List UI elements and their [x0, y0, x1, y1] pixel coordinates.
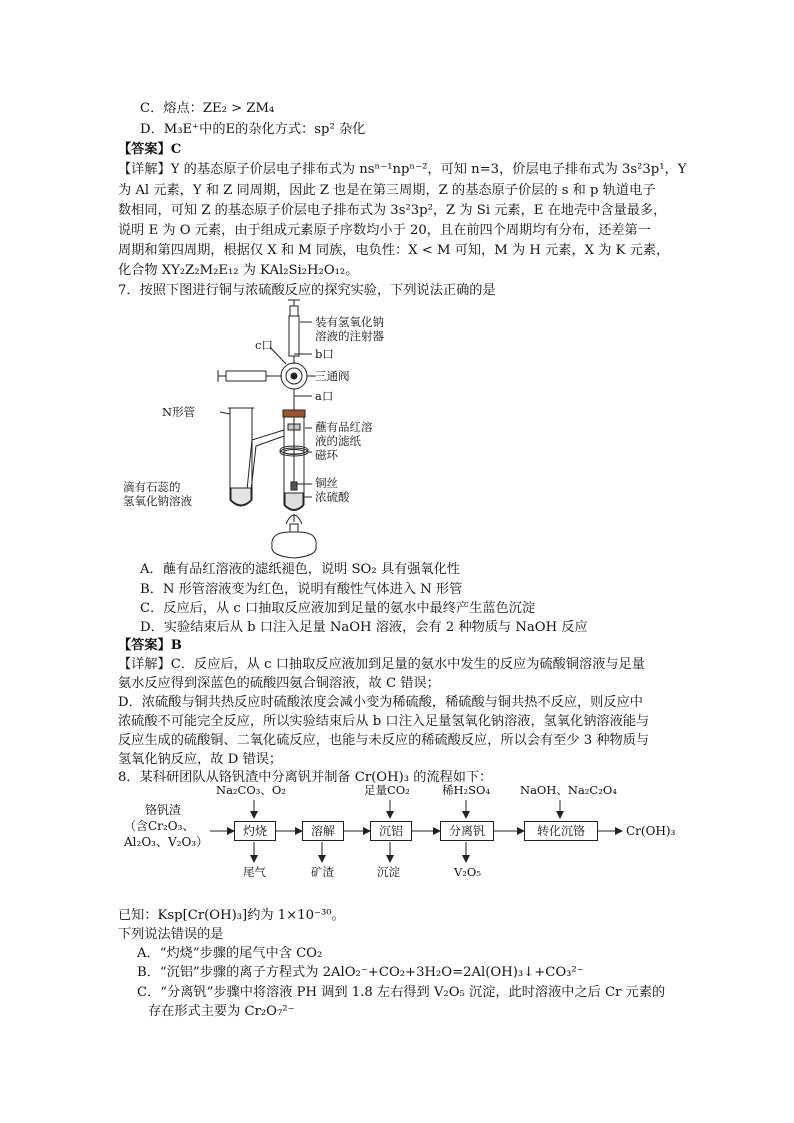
q6-explanation-line: 【详解】Y 的基态原子价层电子排布式为 nsⁿ⁻¹npⁿ⁻²，可知 n=3，价层电子排布式为 3s²3p¹，Y: [118, 162, 687, 177]
q6-explanation-line: 周期和第四周期，根据仅 X 和 M 同族，电负性：X < M 可知，M 为 H 元素，X 为 K 元素，: [118, 243, 670, 258]
q7-explanation-line: 氢氧化钠反应，故 D 错误；: [118, 752, 283, 767]
step-cr-conversion: 转化沉铬: [524, 821, 598, 841]
label-solution: 氢氧化钠溶液: [123, 494, 192, 508]
q7-explanation-line: 【详解】C．反应后，从 c 口抽取反应液加到足量的氨水中发生的反应为硫酸铜溶液与足量: [118, 657, 645, 672]
q6-option-c: C．熔点：ZE₂ > ZM₄: [140, 101, 275, 116]
output-tail-gas: 尾气: [243, 865, 266, 879]
output-v2o5: V₂O₅: [454, 865, 481, 879]
label-filter-paper: 蘸有品红溶: [315, 420, 373, 434]
label-sulfuric-acid: 浓硫酸: [315, 490, 350, 504]
product-croh3: Cr(OH)₃: [626, 824, 676, 838]
q6-explanation-line: 说明 E 为 O 元素，由于组成元素原子序数均小于 20，且在前四个周期均有分布，还差第一: [118, 223, 651, 238]
output-slag: 矿渣: [311, 865, 334, 879]
label-n-tube: N形管: [162, 405, 196, 419]
input-cr-conversion: NaOH、Na₂C₂O₄: [520, 783, 617, 797]
q7-explanation-line: 浓硫酸不可能完全反应，所以实验结束后从 b 口注入足量氢氧化钠溶液，氢氧化钠溶液能与: [118, 714, 650, 729]
label-copper-wire: 铜丝: [315, 476, 338, 490]
step-roasting: 灼烧: [234, 821, 276, 841]
q6-option-d: D．M₃E⁺中的E的杂化方式：sp² 杂化: [140, 122, 366, 137]
q8-option-c: C．“分离钒”步骤中将溶液 PH 调到 1.8 左右得到 V₂O₅ 沉淀，此时溶液中之后 Cr 元素的: [137, 985, 666, 1000]
raw-material: Al₂O₃、V₂O₃）: [124, 835, 209, 849]
q7-option-d: D．实验结束后从 b 口注入足量 NaOH 溶液，会有 2 种物质与 NaOH 反应: [140, 620, 588, 635]
q8-option-b: B．“沉铝”步骤的离子方程式为 2AlO₂⁻+CO₂+3H₂O=2Al(OH)₃↓+CO₃²⁻: [137, 965, 584, 980]
step-al-precipitation: 沉铝: [370, 821, 412, 841]
raw-material: 铬钒渣: [145, 803, 182, 817]
label-syringe: 溶液的注射器: [315, 329, 384, 343]
output-precipitate: 沉淀: [377, 865, 400, 879]
q8-ask: 下列说法错误的是: [118, 927, 224, 942]
q7-stem: 7．按照下图进行铜与浓硫酸反应的探究实验，下列说法正确的是: [118, 283, 496, 298]
label-valve: 三通阀: [315, 369, 350, 383]
label-solution: 滴有石蕊的: [123, 480, 181, 494]
q7-answer: 【答案】B: [118, 638, 182, 653]
raw-material: （含Cr₂O₃、: [124, 819, 195, 833]
q7-explanation-line: 反应生成的硫酸铜、二氧化硫反应，也能与未反应的稀硫酸反应，所以会有至少 3 种物质与: [118, 733, 650, 748]
q7-option-c: C．反应后，从 c 口抽取反应液加到足量的氨水中最终产生蓝色沉淀: [140, 601, 536, 616]
input-al-precipitation: 足量CO₂: [364, 783, 410, 797]
q6-explanation-line: 化合物 XY₂Z₂M₂E₁₂ 为 KAl₂Si₂H₂O₁₂。: [118, 263, 359, 278]
input-roasting: Na₂CO₃、O₂: [216, 783, 286, 797]
q6-answer: 【答案】C: [118, 142, 182, 157]
label-filter-paper: 液的滤纸: [315, 434, 361, 448]
q7-explanation-line: D．浓硫酸与铜共热反应时硫酸浓度会减小变为稀硫酸，稀硫酸与铜共热不反应，则反应中: [118, 695, 643, 710]
input-v-separation: 稀H₂SO₄: [442, 783, 491, 797]
q8-option-c-cont: 存在形式主要为 Cr₂O₇²⁻: [148, 1004, 295, 1019]
q6-explanation-line: 数相同，可知 Z 的基态原子价层电子排布式为 3s²3p²，Z 为 Si 元素，E 在地壳中含量最多，: [118, 203, 667, 218]
q8-known: 已知：Ksp[Cr(OH)₃]约为 1×10⁻³⁰。: [118, 908, 345, 923]
label-b-port: b口: [315, 347, 334, 361]
q7-option-b: B．N 形管溶液变为红色，说明有酸性气体进入 N 形管: [140, 582, 463, 597]
q6-explanation-line: 为 Al 元素，Y 和 Z 同周期，因此 Z 也是在第三周期，Z 的基态原子价层的 s 和 p 轨道电子: [118, 183, 656, 198]
q8-option-a: A．“灼烧”步骤的尾气中含 CO₂: [137, 946, 323, 961]
label-c-port: c口: [255, 338, 273, 352]
label-syringe: 装有氢氧化钠: [315, 315, 384, 329]
q7-explanation-line: 氨水反应得到深蓝色的硫酸四氨合铜溶液，故 C 错误；: [118, 676, 440, 691]
label-a-port: a口: [315, 389, 334, 403]
step-dissolving: 溶解: [302, 821, 344, 841]
q7-option-a: A．蘸有品红溶液的滤纸褪色，说明 SO₂ 具有强氧化性: [140, 562, 460, 577]
q8-stem: 8．某科研团队从铬钒渣中分离钒并制备 Cr(OH)₃ 的流程如下：: [118, 770, 493, 785]
step-v-separation: 分离钒: [440, 821, 494, 841]
label-magnet: 磁环: [315, 448, 338, 462]
